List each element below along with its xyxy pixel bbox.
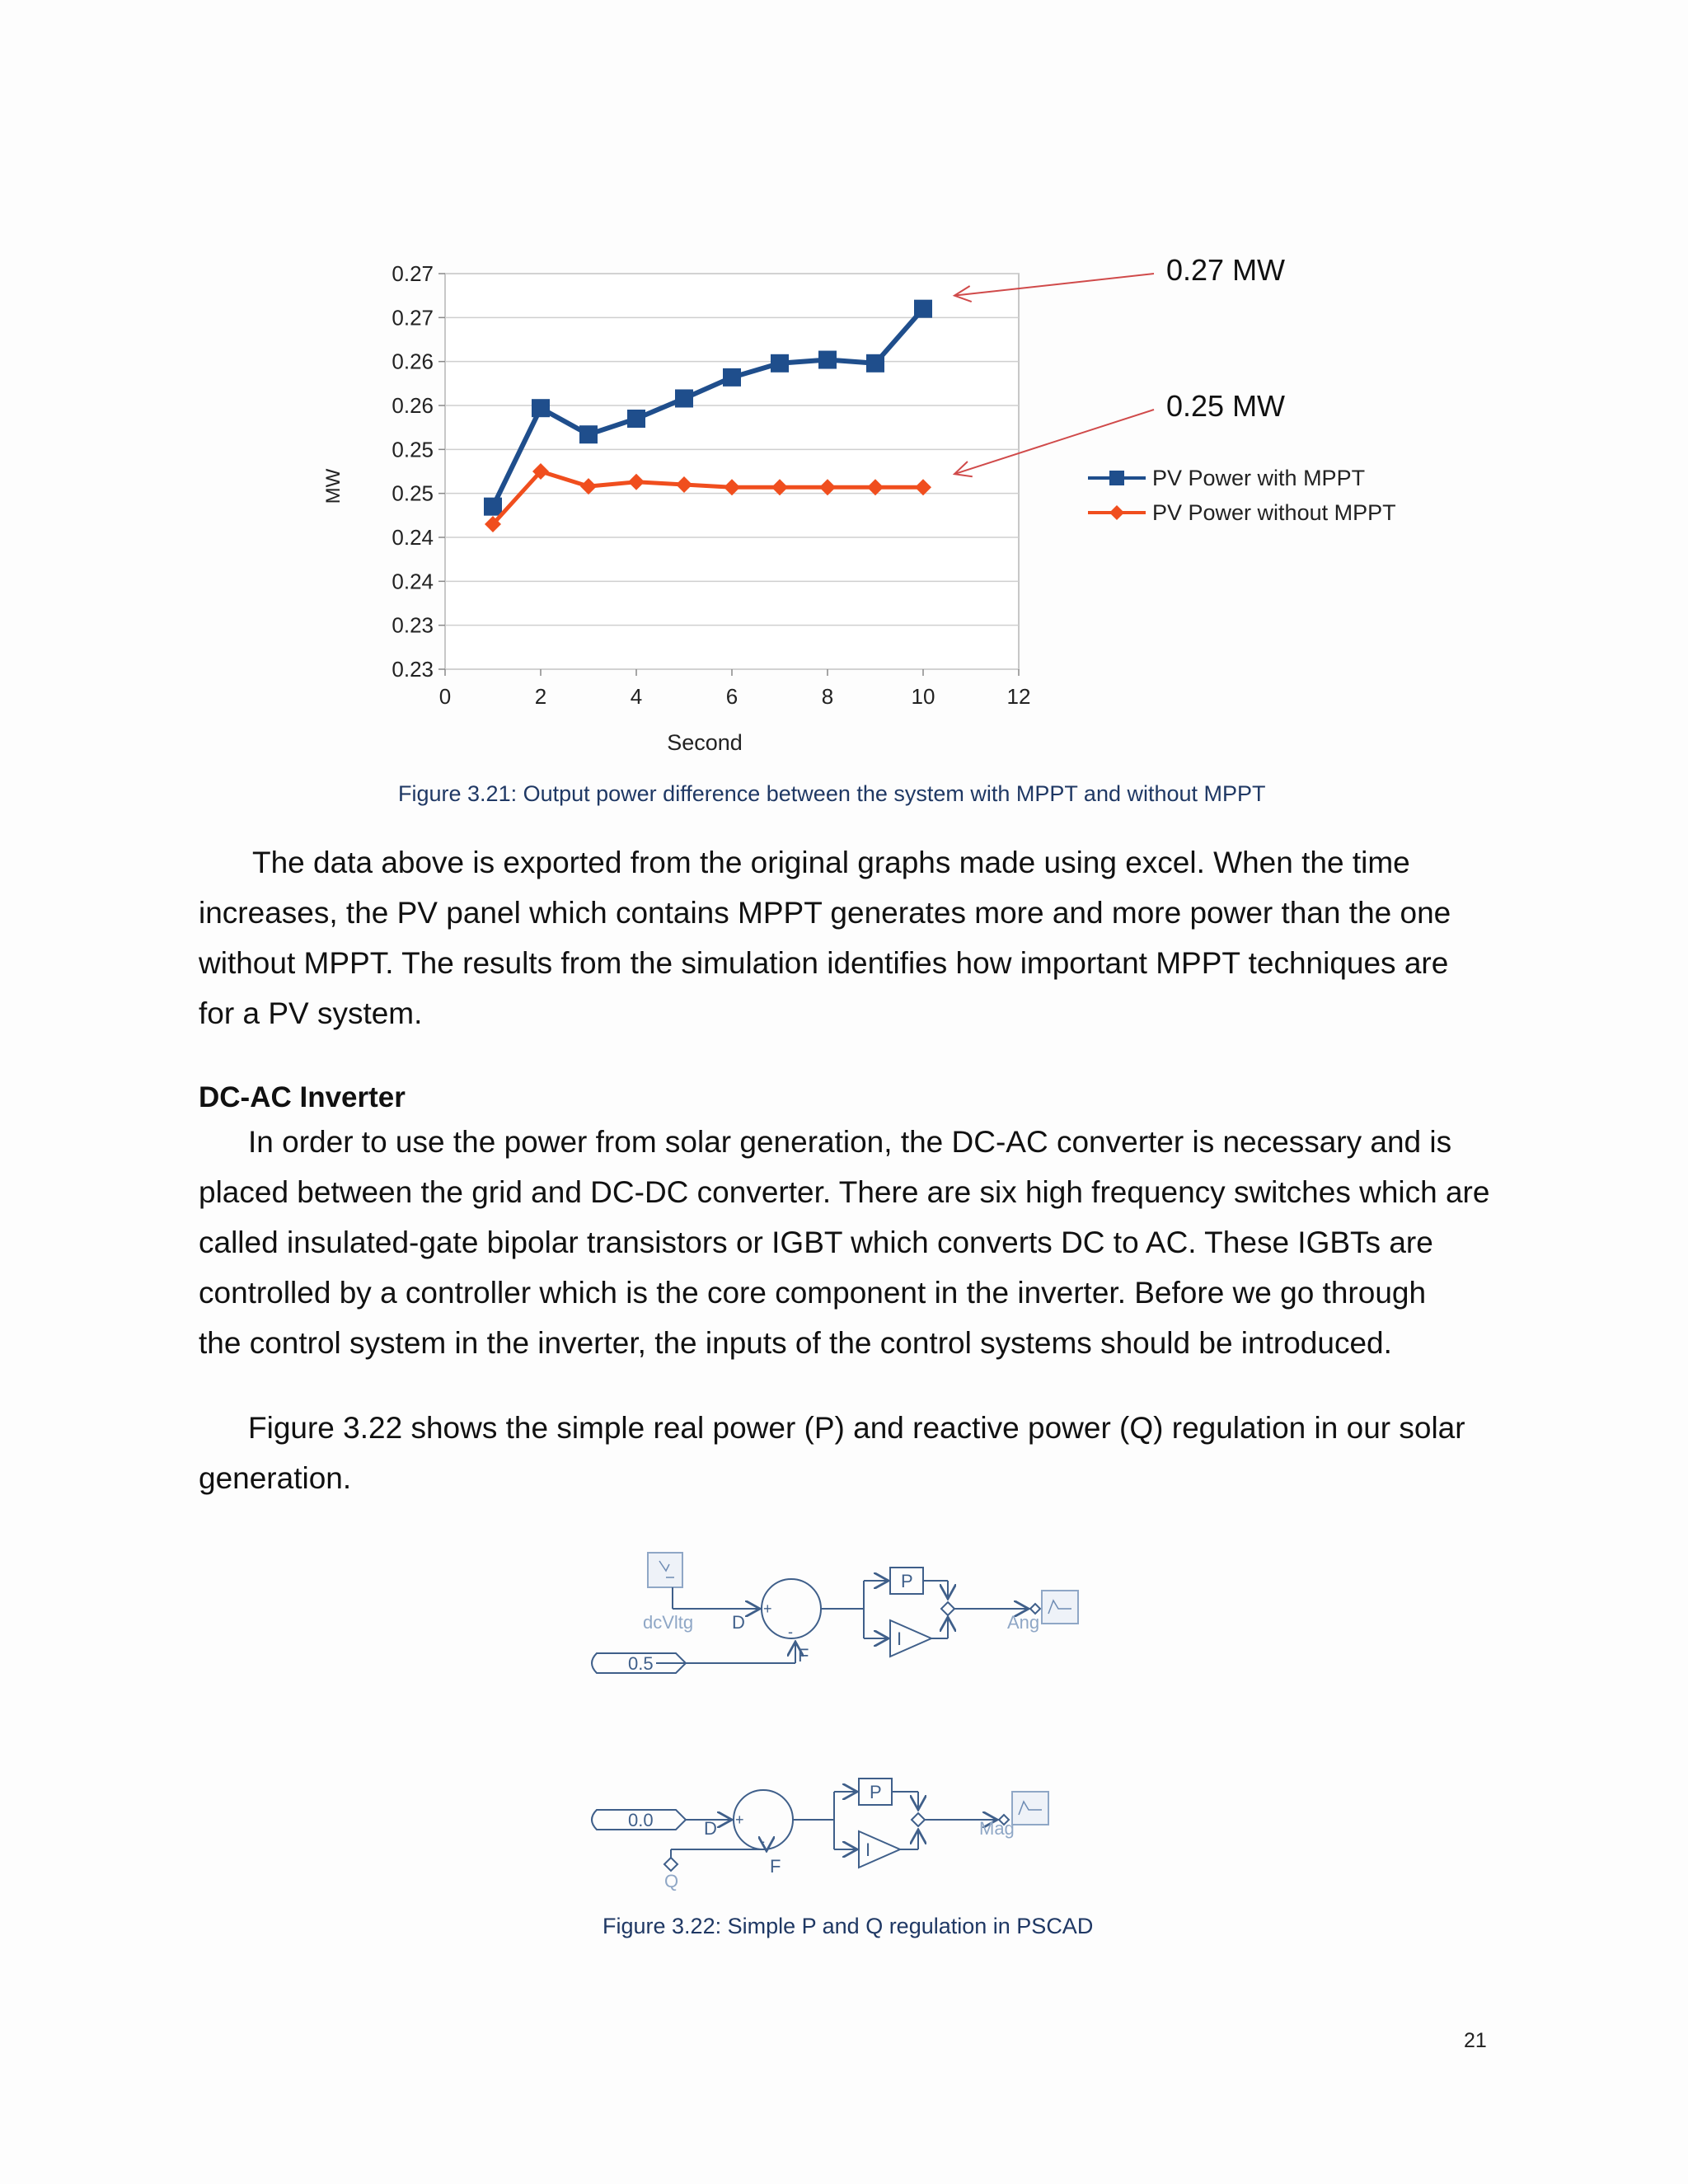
text-line: Figure 3.22 shows the simple real power (P) and reactive power (Q) regulation in our solar [248,1411,1465,1445]
q-label: Q [664,1871,679,1891]
data-point [914,300,932,318]
data-point [532,399,550,417]
data-point [484,498,502,516]
p-label-top: P [901,1571,913,1591]
ang-label: Ang [1007,1612,1040,1633]
y-tick-label: 0.25 [392,437,434,462]
p-label-bottom: P [870,1782,882,1802]
x-tick-label: 10 [911,684,935,709]
y-tick-label: 0.24 [392,525,434,550]
data-point [627,410,645,428]
x-tick-label: 6 [725,684,738,709]
x-tick-label: 8 [821,684,834,709]
y-tick-label: 0.27 [392,305,434,330]
data-point [818,351,837,369]
legend-marker [1109,471,1124,485]
x-tick-label: 2 [534,684,547,709]
figure-3-21-caption: Figure 3.21: Output power difference between the system with MPPT and without MPPT [398,781,1266,806]
i-label-bottom: I [865,1840,871,1860]
plot-area [445,274,1019,669]
const-value-top: 0.5 [628,1653,654,1674]
f-label-top: F [798,1645,809,1666]
const-value-bottom: 0.0 [628,1810,654,1830]
data-point [579,425,598,443]
paragraph-pq-regulation [199,1403,1517,1503]
text-line: generation. [199,1461,352,1495]
y-axis-label: MW [322,468,345,504]
dcvltg-label: dcVltg [643,1612,694,1633]
annotation-label: 0.27 MW [1166,253,1286,287]
d-label-bottom: D [704,1818,717,1839]
y-tick-label: 0.24 [392,569,434,594]
legend-marker [1109,505,1124,520]
paragraph-inverter [199,1117,1517,1368]
minus-sign-top: - [788,1624,793,1640]
data-point [723,368,741,387]
page-number: 21 [1464,2029,1487,2052]
minus-sign-bottom: - [760,1833,765,1849]
data-point [866,354,884,373]
plus-sign-top: + [763,1601,772,1617]
legend-label: PV Power with MPPT [1152,466,1366,490]
x-tick-label: 4 [630,684,643,709]
plus-sign-bottom: + [735,1811,744,1828]
f-label-bottom: F [770,1856,781,1877]
y-tick-label: 0.23 [392,657,434,682]
text-line: The data above is exported from the original graphs made using excel. When the time [252,846,1410,879]
x-tick-label: 12 [1006,684,1031,709]
y-tick-label: 0.27 [392,261,434,286]
text-line: placed between the grid and DC-DC converter. There are six high frequency switches which are [199,1175,1490,1209]
x-tick-label: 0 [438,684,452,709]
text-line: In order to use the power from solar generation, the DC-AC converter is necessary and is [248,1125,1452,1159]
text-line: called insulated-gate bipolar transistors or IGBT which converts DC to AC. These IGBTs are [199,1226,1433,1259]
figure-3-22-caption: Figure 3.22: Simple P and Q regulation in PSCAD [603,1914,1094,1938]
output-meter-ang [1042,1591,1078,1624]
y-tick-label: 0.26 [392,393,434,418]
legend-label: PV Power without MPPT [1152,500,1396,525]
i-label-top: I [897,1629,903,1649]
mag-label: Mag [979,1818,1015,1839]
section-heading: DC-AC Inverter [199,1081,406,1113]
text-line: increases, the PV panel which contains MPPT generates more and more power than the one [199,896,1451,930]
text-line: for a PV system. [199,996,423,1030]
d-label-top: D [732,1612,745,1633]
y-tick-label: 0.26 [392,349,434,374]
data-point [675,389,693,407]
y-tick-label: 0.25 [392,480,434,506]
pq-regulation-diagram [577,1541,1121,1904]
y-tick-label: 0.23 [392,612,434,638]
annotation-label: 0.25 MW [1166,389,1286,423]
x-axis-label: Second [667,730,743,755]
text-line: controlled by a controller which is the core component in the inverter. Before we go through [199,1276,1427,1310]
power-chart [297,231,1484,775]
data-point [771,354,789,373]
paragraph-mppt-results [199,837,1501,1038]
text-line: the control system in the inverter, the inputs of the control systems should be introduced. [199,1326,1392,1360]
output-meter-mag [1012,1792,1048,1825]
text-line: without MPPT. The results from the simulation identifies how important MPPT techniques are [199,946,1449,980]
